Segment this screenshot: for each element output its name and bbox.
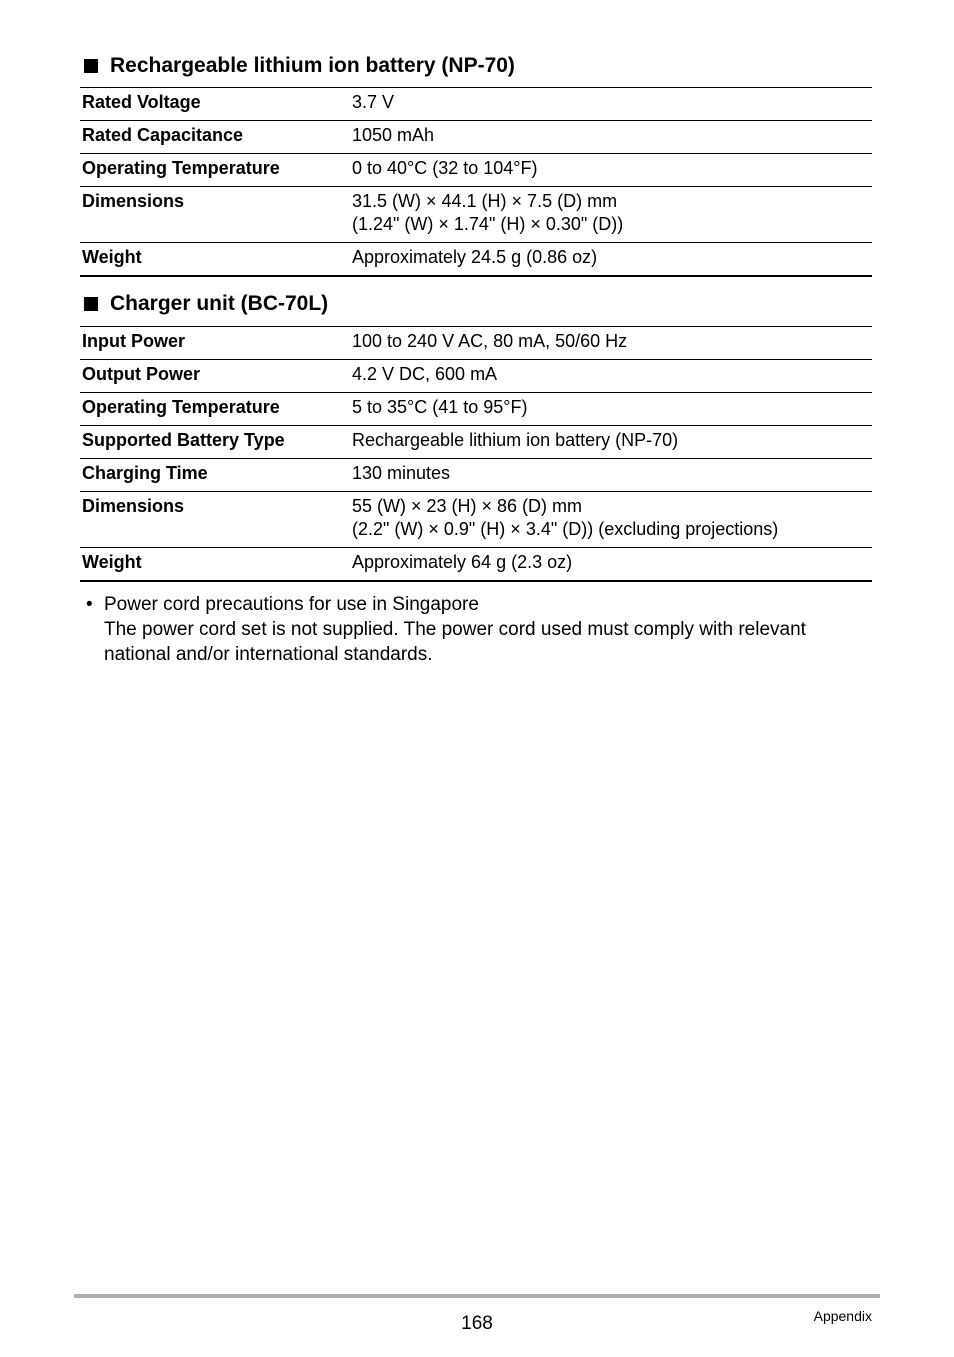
spec-value-line: 130 minutes: [352, 463, 451, 483]
note-bullet: •: [86, 594, 93, 615]
note-body: [104, 592, 846, 667]
spec-label: Weight: [82, 552, 142, 572]
spec-label: Supported Battery Type: [82, 430, 285, 450]
spec-value: [350, 360, 872, 393]
spec-value-line: 31.5 (W) × 44.1 (H) × 7.5 (D) mm: [352, 191, 618, 211]
footer-section-label: Appendix: [813, 1308, 872, 1324]
spec-value: [350, 327, 872, 360]
spec-value-line: 55 (W) × 23 (H) × 86 (D) mm: [352, 496, 583, 516]
spec-value: [350, 121, 872, 154]
spec-value: [350, 393, 872, 426]
spec-row: [80, 327, 872, 360]
battery-spec-table: [80, 87, 872, 277]
spec-row: [80, 121, 872, 154]
spec-value-line: (1.24" (W) × 1.74" (H) × 0.30" (D)): [352, 214, 624, 234]
footer-rule: [74, 1294, 880, 1298]
charger-spec-table: [80, 326, 872, 582]
spec-label: Dimensions: [82, 191, 185, 211]
spec-row: [80, 393, 872, 426]
spec-row: [80, 426, 872, 459]
spec-label: Rated Capacitance: [82, 125, 244, 145]
spec-value-line: Approximately 64 g (2.3 oz): [352, 552, 573, 572]
spec-value-line: 3.7 V: [352, 92, 395, 112]
spec-value-line: Rechargeable lithium ion battery (NP-70): [352, 430, 679, 450]
spec-value: [350, 243, 872, 277]
spec-row: [80, 243, 872, 277]
spec-row: [80, 154, 872, 187]
power-cord-note: [86, 592, 846, 667]
charger-title-text: Charger unit (BC-70L): [110, 292, 329, 315]
note-text: The power cord set is not supplied. The power cord used must comply with relevant national and/or international standards.: [104, 619, 806, 665]
spec-row: [80, 492, 872, 548]
spec-value: [350, 492, 872, 548]
spec-row: [80, 360, 872, 393]
spec-value-line: (2.2" (W) × 0.9" (H) × 3.4" (D)) (excluding projections): [352, 519, 779, 539]
spec-row: [80, 88, 872, 121]
spec-value: [350, 426, 872, 459]
spec-value-line: 0 to 40°C (32 to 104°F): [352, 158, 538, 178]
spec-label: Charging Time: [82, 463, 208, 483]
spec-label: Operating Temperature: [82, 158, 280, 178]
spec-value-line: 5 to 35°C (41 to 95°F): [352, 397, 528, 417]
square-bullet-icon: [84, 297, 98, 311]
battery-title-text: Rechargeable lithium ion battery (NP-70): [110, 54, 515, 77]
spec-label: Output Power: [82, 364, 200, 384]
battery-section-title: [84, 54, 515, 78]
spec-value: [350, 88, 872, 121]
spec-row: [80, 548, 872, 582]
spec-value: [350, 187, 872, 243]
spec-row: [80, 459, 872, 492]
note-heading: Power cord precautions for use in Singapore: [104, 594, 479, 615]
page-number: 168: [461, 1313, 493, 1334]
spec-label: Rated Voltage: [82, 92, 201, 112]
spec-value-line: Approximately 24.5 g (0.86 oz): [352, 247, 598, 267]
spec-value-line: 4.2 V DC, 600 mA: [352, 364, 498, 384]
spec-row: [80, 187, 872, 243]
square-bullet-icon: [84, 59, 98, 73]
spec-value-line: 1050 mAh: [352, 125, 435, 145]
spec-value: [350, 548, 872, 582]
charger-section-title: [84, 292, 328, 316]
spec-label: Dimensions: [82, 496, 185, 516]
spec-value: [350, 459, 872, 492]
spec-value: [350, 154, 872, 187]
spec-label: Input Power: [82, 331, 185, 351]
spec-label: Operating Temperature: [82, 397, 280, 417]
spec-value-line: 100 to 240 V AC, 80 mA, 50/60 Hz: [352, 331, 628, 351]
spec-label: Weight: [82, 247, 142, 267]
